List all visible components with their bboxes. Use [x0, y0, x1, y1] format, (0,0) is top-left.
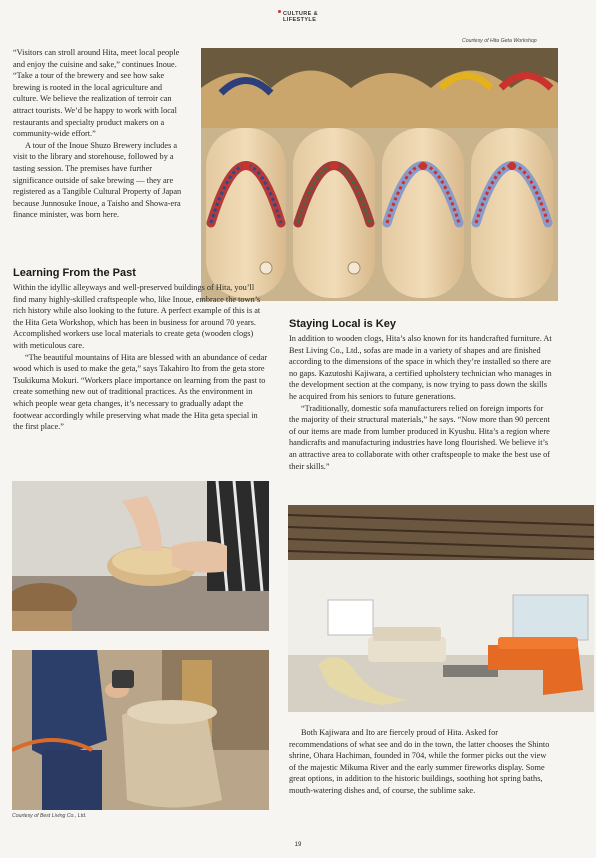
- section-header: [0, 8, 596, 26]
- right-column-top-text: [289, 333, 555, 472]
- section-label-line1: CULTURE &: [283, 10, 318, 17]
- section-bullet-icon: [278, 10, 281, 13]
- body-paragraph: “The beautiful mountains of Hita are blessed with an abundance of cedar wood which is used to make the geta,” says Takahiro Ito from the geta store Tsukikuma Mokuri. “Workers place importance on learning from the past to create something new out of traditional practices. As the environment in which people wear geta changes, it’s necessary to gradually adapt the footwear accordingly while preserving what made the Hita geta special in the first place.”: [13, 352, 268, 432]
- right-column-bottom-text: [289, 727, 555, 797]
- geta-clogs-photo: [201, 48, 558, 301]
- body-paragraph: A tour of the Inoue Shuzo Brewery includes a visit to the library and storehouse, followed by a tasting session. The premises have further significance outside of sake brewing — they are registered as a Tangible Cultural Property of Japan because Junnosuke Inoue, a Taisho and Showa-era finance minister, was born here.: [13, 140, 182, 220]
- geta-crafting-photo: [12, 481, 269, 631]
- body-paragraph: Both Kajiwara and Ito are fiercely proud of Hita. Asked for recommendations of what see and do in the town, the latter chooses the Shinto shrine, Ohara Hachiman, founded in 704, while the former picks out the view of the majestic Mikuma River and the early summer fireworks display. Some great options, in addition to the historic buildings, soothing hot spring baths, mouth-watering dishes and, of course, the sublime sake.: [289, 728, 550, 795]
- sofa-showroom-photo: [288, 505, 594, 712]
- section-heading-staying-local: Staying Local is Key: [289, 318, 396, 330]
- left-column-top-text: [13, 47, 189, 221]
- body-paragraph: “Traditionally, domestic sofa manufacturers relied on foreign imports for the majority of their structural materials,” he says. “Now more than 90 percent of our items are made from lumber produced in Kyushu. Hita’s a region where handicrafts and manufacturing industries have long flourished. We believe it’s an attractive area to collaborate with other craftspeople to make the best use of their skills.”: [289, 403, 551, 471]
- section-label-line2: LIFESTYLE: [283, 17, 317, 23]
- body-paragraph: Within the idyllic alleyways and well-preserved buildings of Hita, you’ll find many highly-skilled craftspeople who, like Inoue, embrace the town’s rich history while also looking to the future. A perfect example of this is at the Hita Geta Workshop, which has been in business for around 70 years. Accomplished workers use local materials to create geta (wooden clogs) with meticulous care.: [13, 283, 261, 350]
- body-paragraph: “Visitors can stroll around Hita, meet local people and enjoy the cuisine and sake,” continues Inoue. “Take a tour of the brewery and see how sake brewing is rooted in the local agriculture and culture. We believe the realization of terroir can attract tourists. We’d be happy to work with local restaurants and specialty product makers on a community-wide effort.”: [13, 48, 180, 139]
- upholstery-workshop-photo: [12, 650, 269, 810]
- left-column-bottom-text: [13, 282, 268, 433]
- photo-credit-best-living: Courtesy of Best Living Co., Ltd.: [12, 813, 87, 819]
- section-heading-learning: Learning From the Past: [13, 267, 136, 279]
- photo-credit-geta: Courtesy of Hita Geta Workshop: [462, 38, 537, 44]
- body-paragraph: In addition to wooden clogs, Hita’s also known for its handcrafted furniture. At Best Living Co., Ltd., sofas are made in a variety of shapes and are finished according to the dimensions of the space in which they’re installed so there are no gaps. Kazutoshi Kajiwara, a certified upholstery technician who manages in the development section at the company, is now trying to pass down the skills he acquired from his seniors to future generations.: [289, 334, 552, 401]
- page-number: 19: [294, 842, 302, 848]
